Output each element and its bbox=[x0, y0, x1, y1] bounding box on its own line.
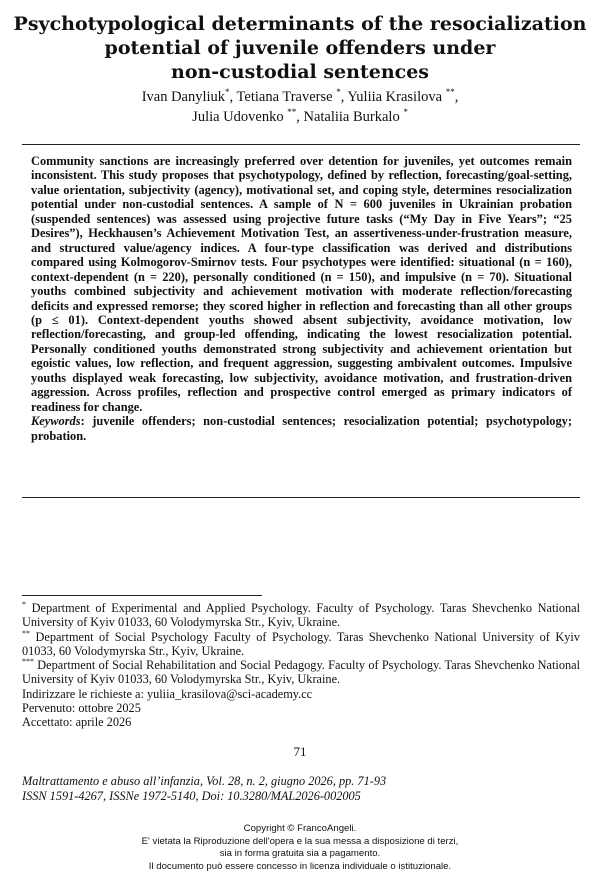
contact-line: Indirizzare le richieste a: yuliia_krasilova@sci-academy.cc bbox=[22, 686, 313, 701]
journal-line: ISSN 1591-4267, ISSNe 1972-5140, Doi: 10.3280/MAL2026-002005 bbox=[22, 789, 361, 803]
author-name: Yuliia Krasilova bbox=[347, 89, 443, 105]
copyright-line: E' vietata la Riproduzione dell'opera e la sua messa a disposizione di terzi, bbox=[141, 835, 459, 847]
title-line: potential of juvenile offenders under bbox=[104, 37, 496, 59]
affiliation-mark: * bbox=[225, 87, 230, 97]
copyright-line: sia in forma gratuita sia a pagamento. bbox=[219, 848, 381, 860]
author-separator: , bbox=[229, 89, 237, 105]
received-date: Pervenuto: ottobre 2025 bbox=[22, 701, 141, 716]
footnote bbox=[22, 630, 580, 659]
journal-citation bbox=[22, 774, 582, 804]
footnote-mark: * bbox=[22, 600, 26, 609]
keywords-text: : juvenile offenders; non-custodial sentences; resocialization potential; psychotypology; probation. bbox=[31, 414, 572, 443]
abstract-top-rule bbox=[22, 144, 580, 145]
affiliation-mark: * bbox=[336, 87, 341, 97]
author-name: Tetiana Traverse bbox=[236, 89, 333, 105]
abstract-text: Community sanctions are increasingly preferred over detention for juveniles, yet outcomes remain inconsistent. This study proposes that psychotypology, defined by reflection, forecasting/goal-setting, value orientation, subjectivity (agency), motivational set, and coping style, determines resocialization potential under non-custodial sentences. A sample of N = 600 juveniles in Ukrainian probation (suspended sentences) was assessed using projective future tasks (“My Day in Five Years”; “25 Desires”), Heckhausen’s Achievement Motivation Test, an assertiveness-under-frustration measure, and structured value/agency indices. A four-type classification was derived and distributions compared using Kolmogorov-Smirnov tests. Four psychotypes were identified: situational (n = 160), context-dependent (n = 220), personally conditioned (n = 150), and impulsive (n = 70). Situational youths combined subjectivity and achievement motivation with moderate reflection/forecasting deficits and expressed remorse; they scored higher in reflection and forecasting than all other groups (p ≤ 01). Context-dependent youths showed absent subjectivity, avoidance motivation, low reflection/forecasting, and group-led offending, indicating the lowest resocialization potential. Personally conditioned youths demonstrated strong subjectivity and achievement orientation but egoistic values, low reflection, and frequent aggression, suggesting ambivalent outcomes. Impulsive youths displayed weak forecasting, low subjectivity, avoidance motivation, and frustration-driven aggression. Across profiles, reflection and prospective control emerged as primary indicators of readiness for change. bbox=[31, 154, 572, 414]
title-line: Psychotypological determinants of the resocialization bbox=[13, 13, 587, 35]
footnote-mark: ** bbox=[22, 628, 30, 638]
accepted-date: Accettato: aprile 2026 bbox=[22, 715, 132, 730]
page-number: 71 bbox=[293, 744, 307, 759]
footnote-mark: *** bbox=[22, 657, 34, 667]
affiliation-mark: ** bbox=[287, 107, 297, 117]
author-list bbox=[0, 87, 600, 127]
footnote-text: Department of Social Psychology Faculty of Psychology. Taras Shevchenko National University of Kyiv 01033, 60 Volodymyrska Str., Kyiv, Ukraine. bbox=[22, 629, 580, 658]
author-separator: , bbox=[454, 89, 459, 105]
affiliation-mark: * bbox=[403, 107, 408, 117]
copyright-line: Il documento può essere concesso in licenza individuale o istituzionale. bbox=[148, 860, 452, 872]
paper-title bbox=[0, 12, 600, 84]
keywords-label: Keywords bbox=[31, 414, 81, 429]
author-name: Julia Udovenko bbox=[192, 109, 284, 125]
author-name: Ivan Danyliuk bbox=[141, 89, 226, 105]
journal-line: Maltrattamento e abuso all’infanzia, Vol. 28, n. 2, giugno 2026, pp. 71-93 bbox=[22, 774, 387, 788]
footnote-rule bbox=[22, 595, 262, 596]
footnote-text: Department of Social Rehabilitation and Social Pedagogy. Faculty of Psychology. Taras Shevchenko National University of Kyiv 01033, 60 Volodymyrska Str., Kyiv, Ukraine. bbox=[22, 658, 580, 687]
author-separator: , bbox=[340, 89, 348, 105]
abstract-bottom-rule bbox=[22, 497, 580, 498]
footnote bbox=[22, 601, 580, 630]
title-line: non-custodial sentences bbox=[171, 61, 429, 83]
author-line bbox=[0, 87, 600, 107]
abstract-block bbox=[31, 154, 572, 443]
footnote-text: Department of Experimental and Applied Psychology. Faculty of Psychology. Taras Shevchenko National University of Kyiv 01033, 60 Volodymyrska Str., Kyiv, Ukraine. bbox=[22, 601, 580, 630]
copyright-line: Copyright © FrancoAngeli. bbox=[243, 823, 357, 834]
author-separator: , bbox=[296, 109, 304, 125]
affiliation-mark: ** bbox=[445, 87, 455, 97]
copyright-notice bbox=[0, 823, 600, 873]
footnotes bbox=[22, 601, 580, 730]
author-name: Nataliia Burkalo bbox=[303, 109, 400, 125]
keywords-line bbox=[31, 414, 572, 443]
author-line bbox=[0, 107, 600, 127]
footnote bbox=[22, 658, 580, 687]
